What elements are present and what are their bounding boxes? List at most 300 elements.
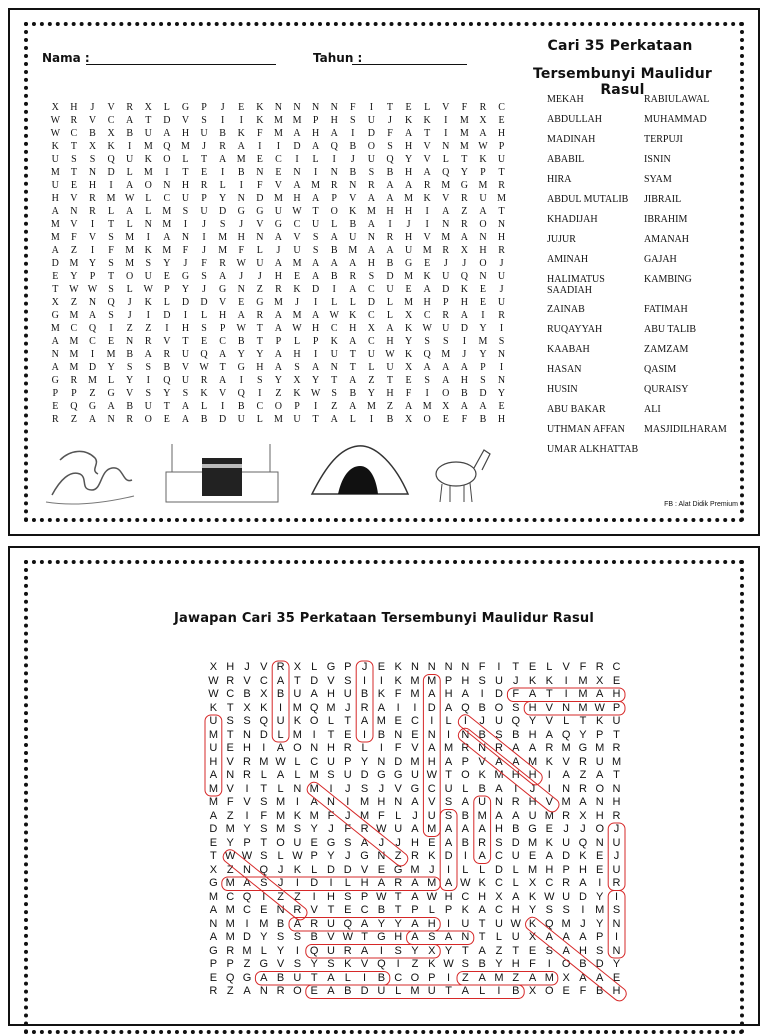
- grid-letter: E: [275, 167, 282, 178]
- answer-grid-letter: H: [612, 796, 621, 808]
- word-item: JIBRAIL: [644, 194, 682, 205]
- grid-letter: E: [424, 258, 431, 269]
- answer-grid-letter: S: [461, 958, 470, 970]
- answer-grid-letter: C: [545, 877, 554, 889]
- answer-grid-letter: K: [209, 701, 218, 714]
- answer-grid-letter: M: [292, 701, 302, 714]
- answer-highlight-mark: [289, 918, 440, 932]
- answer-grid-letter: Q: [343, 917, 353, 930]
- grid-letter: T: [182, 167, 189, 178]
- word-item: TERPUJI: [644, 134, 683, 145]
- answer-grid-letter: M: [544, 809, 554, 822]
- answer-grid-letter: V: [310, 904, 318, 916]
- answer-grid-letter: L: [311, 661, 318, 673]
- answer-grid-letter: K: [377, 688, 386, 700]
- answer-grid-letter: I: [413, 701, 417, 714]
- grid-letter: F: [461, 102, 468, 113]
- grid-letter: M: [459, 141, 469, 152]
- answer-grid-letter: A: [461, 985, 470, 997]
- answer-grid-letter: I: [547, 958, 551, 970]
- grid-letter: Y: [163, 388, 171, 399]
- grid-letter: R: [423, 180, 431, 191]
- grid-letter: L: [256, 414, 263, 425]
- answer-grid-letter: S: [260, 877, 268, 889]
- answer-grid-letter: M: [544, 971, 554, 984]
- answer-grid-letter: F: [378, 809, 385, 822]
- answer-grid-letter: Q: [309, 701, 319, 714]
- grid-letter: V: [107, 102, 115, 113]
- answer-grid-letter: V: [411, 742, 419, 754]
- answer-grid-letter: G: [326, 661, 336, 673]
- grid-letter: B: [219, 128, 226, 139]
- answer-grid-letter: T: [613, 769, 620, 781]
- grid-letter: C: [293, 219, 301, 230]
- grid-letter: M: [143, 167, 153, 178]
- answer-grid-letter: P: [562, 863, 570, 876]
- answer-grid-letter: A: [209, 809, 218, 822]
- answer-grid-letter: M: [427, 674, 437, 687]
- answer-grid-letter: M: [225, 931, 235, 943]
- answer-grid-letter: H: [327, 688, 335, 700]
- grid-letter: A: [126, 115, 134, 126]
- answer-grid-letter: U: [427, 809, 436, 822]
- answer-highlight-mark: [524, 702, 625, 716]
- answer-grid-letter: S: [512, 701, 520, 714]
- grid-letter: F: [350, 102, 356, 113]
- grid-letter: L: [331, 219, 338, 230]
- grid-letter: U: [386, 284, 394, 295]
- grid-letter: W: [292, 206, 302, 217]
- grid-letter: M: [143, 141, 153, 152]
- grid-letter: M: [50, 232, 60, 243]
- grid-letter: I: [165, 167, 169, 178]
- answer-grid-letter: A: [596, 971, 604, 984]
- grid-letter: M: [273, 297, 283, 308]
- answer-grid-letter: Q: [309, 944, 319, 957]
- grid-letter: K: [256, 102, 264, 113]
- answer-grid-letter: L: [277, 782, 284, 795]
- grid-letter: H: [256, 362, 264, 373]
- answer-grid-letter: M: [276, 809, 286, 822]
- answer-grid-letter: U: [562, 836, 571, 849]
- grid-letter: L: [145, 193, 152, 204]
- grid-letter: C: [368, 284, 375, 295]
- grid-letter: Z: [70, 245, 77, 256]
- grid-letter: W: [422, 323, 432, 334]
- grid-letter: U: [293, 245, 301, 256]
- answer-grid-letter: O: [309, 715, 319, 727]
- answer-grid-letter: A: [209, 769, 218, 781]
- grid-letter: E: [479, 297, 486, 308]
- answer-grid-letter: W: [208, 674, 219, 687]
- answer-grid-letter: C: [494, 850, 503, 862]
- answer-grid-letter: O: [410, 971, 420, 984]
- answer-grid-letter: M: [225, 823, 235, 835]
- answer-grid-letter: R: [209, 985, 218, 997]
- answer-grid-letter: N: [394, 728, 403, 741]
- grid-letter: N: [126, 336, 134, 347]
- word-item: QASIM: [644, 364, 677, 375]
- grid-letter: S: [145, 362, 152, 373]
- answer-grid-letter: I: [329, 877, 333, 889]
- grid-letter: U: [386, 362, 394, 373]
- grid-letter: H: [181, 323, 190, 334]
- answer-grid-letter: I: [564, 688, 568, 700]
- answer-grid-letter: B: [596, 985, 604, 997]
- grid-letter: K: [479, 154, 487, 165]
- answer-grid-letter: N: [243, 863, 251, 876]
- grid-letter: K: [423, 193, 431, 204]
- grid-letter: C: [163, 193, 171, 204]
- grid-letter: S: [108, 232, 114, 243]
- answer-grid-letter: O: [461, 769, 470, 781]
- answer-grid-letter: H: [410, 836, 419, 849]
- answer-grid-letter: I: [430, 715, 434, 727]
- answer-grid-letter: I: [295, 796, 299, 808]
- answer-grid-letter: B: [276, 917, 285, 930]
- grid-letter: T: [331, 375, 338, 386]
- answer-grid-letter: A: [209, 904, 218, 916]
- grid-letter: Q: [423, 349, 431, 360]
- grid-letter: B: [349, 219, 357, 230]
- grid-letter: T: [108, 219, 115, 230]
- answer-grid-letter: H: [494, 823, 503, 835]
- grid-letter: I: [109, 180, 113, 191]
- grid-letter: D: [51, 258, 59, 269]
- word-item: HUSIN: [547, 384, 578, 395]
- grid-letter: R: [461, 219, 468, 230]
- grid-letter: E: [479, 284, 486, 295]
- answer-grid-letter: S: [596, 944, 604, 957]
- grid-letter: D: [479, 388, 487, 399]
- answer-grid-letter: U: [494, 917, 503, 930]
- answer-grid-letter: Z: [394, 850, 402, 862]
- grid-letter: O: [367, 141, 375, 152]
- answer-grid-letter: S: [545, 904, 553, 916]
- answer-grid-letter: I: [363, 674, 367, 687]
- grid-letter: B: [386, 258, 394, 269]
- answer-grid-letter: N: [427, 661, 436, 673]
- grid-letter: U: [181, 193, 190, 204]
- answer-highlight-mark: [440, 810, 457, 891]
- grid-letter: T: [108, 271, 115, 282]
- answer-grid-letter: M: [309, 782, 319, 795]
- grid-letter: D: [293, 141, 301, 152]
- answer-grid-letter: B: [478, 701, 486, 714]
- answer-grid-letter: X: [293, 661, 302, 673]
- answer-grid-letter: U: [595, 755, 604, 768]
- answer-grid-letter: H: [461, 674, 470, 687]
- answer-grid-letter: N: [612, 944, 621, 957]
- answer-grid-letter: B: [478, 958, 486, 970]
- answer-grid-letter: A: [444, 836, 453, 849]
- answer-grid-letter: R: [578, 782, 587, 795]
- answer-grid-letter: G: [377, 769, 386, 781]
- grid-letter: C: [498, 102, 505, 113]
- answer-grid-letter: S: [344, 890, 352, 903]
- grid-letter: M: [441, 180, 451, 191]
- answer-grid-letter: R: [310, 917, 319, 930]
- grid-letter: R: [386, 232, 394, 243]
- answer-grid-letter: S: [495, 836, 503, 849]
- grid-letter: B: [386, 414, 394, 425]
- answer-grid-letter: U: [377, 985, 386, 997]
- answer-grid-letter: A: [411, 931, 419, 943]
- grid-letter: P: [312, 115, 319, 126]
- grid-letter: N: [442, 219, 450, 230]
- answer-grid-letter: C: [494, 877, 503, 889]
- answer-grid-letter: Q: [561, 728, 571, 741]
- answer-grid-letter: R: [276, 661, 285, 673]
- grid-letter: E: [200, 167, 208, 178]
- answer-title: Jawapan Cari 35 Perkataan Tersembunyi Maulidur Rasul: [173, 611, 595, 626]
- grid-letter: G: [404, 258, 413, 269]
- answer-grid-letter: A: [478, 971, 486, 984]
- answer-grid-letter: O: [561, 958, 571, 970]
- answer-grid-letter: I: [262, 742, 266, 754]
- answer-highlight-mark: [423, 675, 440, 837]
- grid-letter: S: [257, 375, 263, 386]
- grid-letter: I: [313, 349, 318, 360]
- grid-letter: S: [498, 336, 505, 347]
- answer-grid-letter: B: [377, 728, 386, 741]
- answer-grid-letter: M: [225, 904, 235, 916]
- grid-letter: A: [330, 414, 338, 425]
- grid-letter: U: [144, 401, 152, 412]
- grid-letter: I: [109, 323, 113, 334]
- grid-letter: A: [274, 323, 283, 334]
- answer-grid-letter: M: [225, 917, 235, 930]
- grid-letter: P: [52, 388, 59, 399]
- grid-letter: E: [405, 284, 412, 295]
- answer-grid-letter: S: [562, 904, 570, 916]
- answer-grid-letter: Z: [243, 958, 251, 970]
- answer-grid-letter: R: [226, 674, 235, 687]
- word-item: FATIMAH: [644, 304, 688, 315]
- answer-grid-letter: K: [545, 836, 553, 849]
- answer-grid-letter: H: [427, 917, 436, 930]
- grid-letter: K: [423, 271, 431, 282]
- answer-grid-letter: A: [243, 877, 251, 889]
- grid-letter: A: [237, 141, 245, 152]
- grid-letter: E: [238, 297, 245, 308]
- grid-letter: I: [202, 232, 206, 243]
- grid-letter: P: [480, 362, 486, 373]
- grid-letter: J: [257, 271, 262, 282]
- answer-grid-letter: X: [528, 985, 537, 997]
- grid-letter: A: [126, 206, 134, 217]
- word-item: KAABAH: [547, 344, 590, 355]
- answer-grid-letter: S: [428, 931, 436, 943]
- grid-letter: C: [70, 128, 78, 139]
- answer-grid-letter: M: [561, 742, 571, 754]
- grid-letter: E: [405, 102, 412, 113]
- grid-letter: G: [219, 284, 227, 295]
- grid-letter: A: [460, 310, 468, 321]
- answer-grid-letter: A: [562, 769, 570, 781]
- answer-grid-letter: Y: [596, 917, 604, 930]
- grid-letter: V: [163, 336, 171, 347]
- answer-grid-letter: M: [208, 890, 218, 903]
- grid-letter: R: [479, 102, 487, 113]
- grid-letter: R: [256, 310, 264, 321]
- answer-grid-letter: Y: [377, 917, 386, 930]
- answer-grid-letter: J: [244, 661, 250, 673]
- answer-grid-letter: E: [394, 715, 402, 727]
- answer-grid-letter: A: [428, 688, 436, 700]
- grid-letter: P: [71, 388, 77, 399]
- answer-grid-letter: M: [276, 796, 286, 808]
- grid-letter: M: [125, 232, 135, 243]
- answer-grid-letter: A: [444, 701, 453, 714]
- grid-letter: K: [200, 388, 208, 399]
- grid-letter: R: [349, 271, 357, 282]
- answer-grid-letter: I: [262, 890, 266, 903]
- grid-letter: Z: [126, 323, 133, 334]
- answer-grid-letter: N: [259, 985, 268, 997]
- grid-letter: G: [256, 206, 264, 217]
- grid-letter: I: [499, 323, 504, 334]
- answer-grid-letter: E: [428, 836, 436, 849]
- answer-grid-letter: Y: [528, 904, 537, 916]
- answer-grid-letter: N: [377, 755, 386, 768]
- grid-letter: C: [107, 115, 115, 126]
- grid-letter: I: [220, 115, 225, 126]
- grid-letter: X: [293, 375, 301, 386]
- answer-grid-letter: G: [578, 742, 588, 754]
- grid-letter: Y: [367, 388, 375, 399]
- answer-grid-letter: V: [226, 782, 234, 795]
- grid-letter: R: [442, 245, 450, 256]
- answer-grid-letter: L: [462, 782, 469, 795]
- grid-letter: L: [126, 284, 133, 295]
- answer-grid-letter: N: [243, 728, 251, 741]
- answer-grid-letter: I: [379, 674, 383, 687]
- grid-letter: I: [220, 167, 225, 178]
- grid-letter: U: [144, 271, 152, 282]
- answer-grid-letter: O: [293, 985, 302, 997]
- grid-letter: I: [90, 245, 95, 256]
- answer-highlight-mark: [456, 726, 562, 815]
- answer-grid-letter: R: [578, 755, 587, 768]
- grid-letter: T: [312, 414, 319, 425]
- grid-letter: J: [202, 245, 206, 256]
- answer-grid-letter: X: [528, 931, 537, 943]
- grid-letter: A: [311, 193, 320, 204]
- grid-letter: S: [145, 258, 152, 269]
- answer-grid-letter: C: [259, 674, 268, 687]
- answer-grid-letter: H: [360, 877, 369, 889]
- grid-letter: Z: [256, 284, 263, 295]
- grid-letter: H: [70, 102, 78, 113]
- grid-letter: M: [348, 245, 358, 256]
- answer-grid-letter: W: [208, 688, 219, 700]
- answer-grid-letter: Z: [226, 809, 234, 822]
- answer-grid-letter: W: [275, 755, 286, 768]
- answer-grid-letter: P: [596, 931, 604, 943]
- grid-letter: C: [219, 336, 226, 347]
- grid-letter: B: [386, 167, 394, 178]
- answer-grid-letter: C: [427, 782, 436, 795]
- answer-grid-letter: P: [612, 701, 621, 714]
- answer-grid-letter: S: [293, 958, 302, 970]
- answer-grid-letter: M: [527, 836, 538, 849]
- answer-grid-letter: U: [209, 742, 218, 754]
- grid-letter: F: [182, 245, 189, 256]
- grid-letter: O: [330, 206, 338, 217]
- answer-grid-letter: N: [427, 728, 436, 741]
- grid-letter: I: [425, 206, 429, 217]
- answer-grid-letter: I: [614, 890, 619, 903]
- answer-grid-letter: R: [360, 823, 369, 835]
- grid-letter: N: [274, 102, 283, 113]
- answer-grid-letter: I: [363, 728, 367, 741]
- answer-grid-letter: H: [511, 958, 520, 970]
- word-item: HALIMATUS SAADIAH: [547, 274, 605, 296]
- grid-letter: J: [406, 219, 411, 230]
- answer-grid-letter: E: [596, 850, 604, 862]
- grid-letter: T: [349, 362, 356, 373]
- grid-letter: G: [274, 219, 283, 230]
- answer-highlight-mark: [222, 877, 440, 891]
- answer-grid-letter: Q: [259, 715, 269, 727]
- answer-grid-letter: J: [613, 823, 620, 835]
- answer-grid-letter: I: [396, 958, 400, 970]
- answer-grid-letter: M: [443, 742, 454, 754]
- answer-grid-letter: J: [529, 782, 536, 795]
- grid-letter: N: [479, 232, 487, 243]
- answer-grid-letter: D: [578, 890, 587, 903]
- answer-grid-letter: H: [511, 769, 520, 781]
- answer-grid-letter: N: [612, 782, 621, 795]
- answer-grid-letter: J: [580, 823, 586, 835]
- answer-grid-letter: D: [360, 769, 369, 781]
- grid-letter: Q: [330, 141, 338, 152]
- answer-grid-letter: C: [310, 755, 319, 768]
- answer-grid-letter: U: [511, 850, 520, 862]
- grid-letter: E: [498, 401, 505, 412]
- grid-letter: W: [236, 258, 246, 269]
- grid-letter: A: [237, 310, 245, 321]
- answer-grid-letter: I: [379, 742, 383, 754]
- answer-grid-letter: M: [259, 755, 269, 768]
- grid-letter: T: [386, 375, 394, 386]
- answer-grid-letter: U: [478, 796, 487, 808]
- grid-letter: Q: [88, 323, 97, 334]
- answer-highlight-mark: [306, 985, 524, 999]
- answer-grid-letter: R: [511, 796, 520, 808]
- grid-letter: P: [201, 193, 207, 204]
- grid-letter: X: [367, 323, 375, 334]
- answer-grid-letter: H: [243, 742, 251, 754]
- grid-letter: M: [125, 245, 135, 256]
- word-item: RUQAYYAH: [547, 324, 603, 335]
- answer-grid-letter: M: [578, 701, 588, 714]
- grid-letter: M: [273, 193, 283, 204]
- answer-grid-letter: I: [598, 877, 602, 889]
- answer-grid-letter: S: [444, 796, 453, 808]
- answer-grid-letter: P: [444, 674, 453, 687]
- answer-grid-letter: U: [410, 769, 419, 781]
- answer-grid-letter: I: [514, 782, 518, 795]
- answer-grid-letter: E: [226, 742, 234, 754]
- answer-grid-letter: V: [276, 958, 285, 970]
- grid-letter: I: [444, 128, 448, 139]
- answer-grid-letter: P: [411, 904, 419, 916]
- answer-grid-letter: P: [444, 904, 453, 916]
- grid-letter: N: [330, 102, 338, 113]
- grid-letter: R: [70, 115, 78, 126]
